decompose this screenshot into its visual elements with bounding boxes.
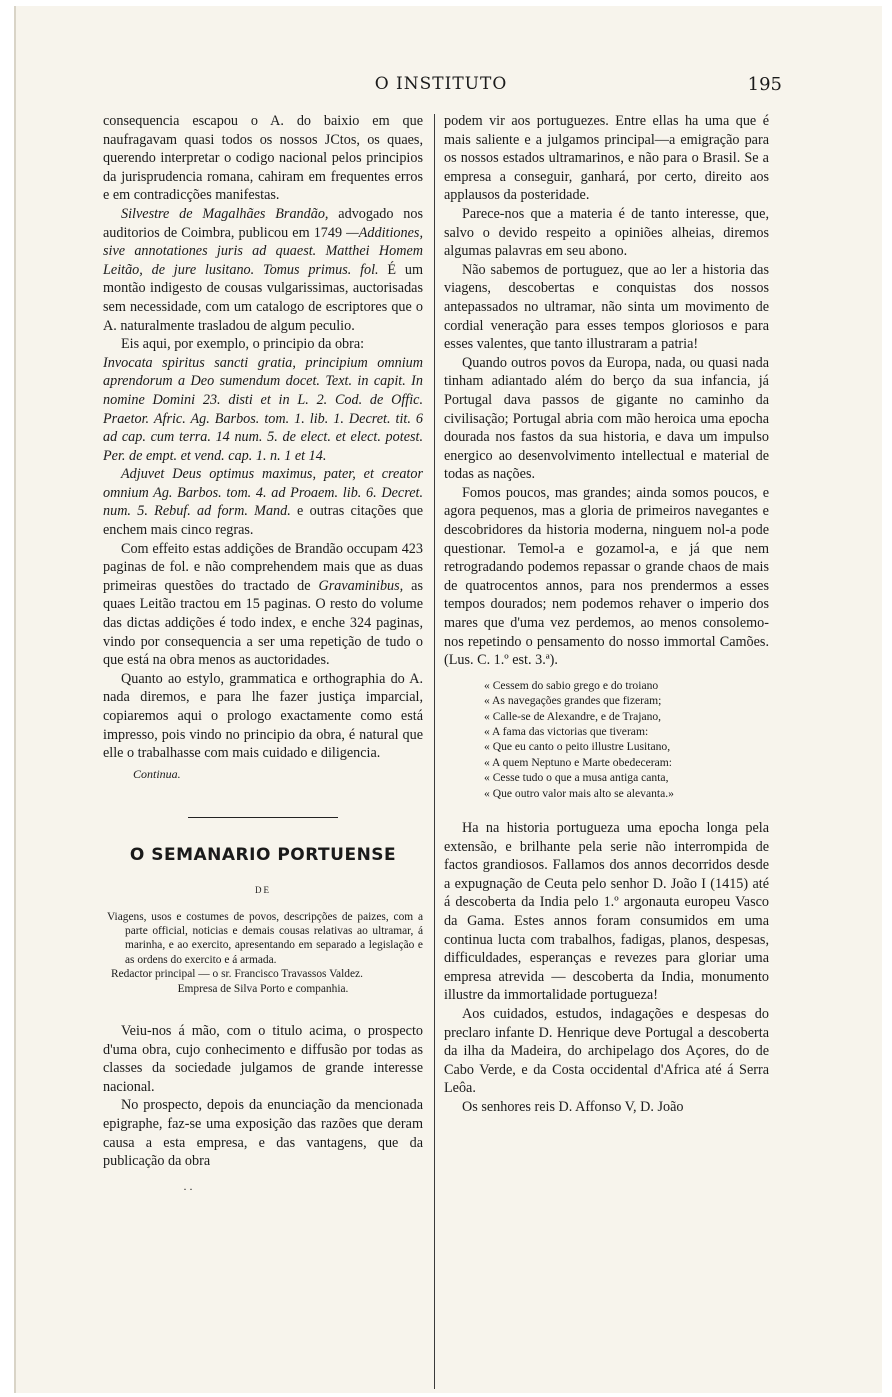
section-divider: [188, 817, 338, 818]
column-rule: [434, 114, 435, 1389]
text-run: É um montão indigesto de cousas vulgarissimas, auctorisadas sem necessidade, com um catalogo de escriptores que o A. naturalmente trasladou de algum peculio.: [103, 261, 423, 334]
latin-quote: Invocata spiritus sancti gratia, principium omnium aprendorum a Deo sumendum docet. Text. in capit. In nomine Domini 23. disti et in L. 2. Cod. de Offic. Praetor. Afric. Ag. Barbos. tom. 1. lib. 1. Decret. tit. 6 ad cap. cum terra. 14 num. 5. de elect. et elect. potest. Per. de empt. et vend. cap. 1. n. 1 et 14.: [103, 354, 423, 464]
poem-line: « Cessem do sabio grego e do troiano: [484, 678, 659, 692]
ellipsis-mark: . .: [183, 1178, 193, 1193]
poem-line: « As navegações grandes que fizeram;: [484, 694, 662, 708]
paragraph: [103, 465, 423, 539]
poem-quote: [484, 678, 769, 801]
poem-line: « Que outro valor mais alto se alevanta.»: [484, 786, 674, 800]
paragraph: podem vir aos portuguezes. Entre ellas ha uma que é mais saliente e a julgamos principal—a emigração para os nossos estados ultramarinos, e não para o Brasil. Se a empresa a conseguir, ganhará, por certo, direito aos applausos da posteridade.: [444, 113, 769, 204]
author-name: Silvestre de Magalhães Brandão,: [121, 205, 329, 222]
section-subtitle: DE: [255, 884, 271, 895]
paragraph: Parece-nos que a materia é de tanto interesse, que, salvo o devido respeito a opiniões alheias, diremos algumas palavras em seu abono.: [444, 205, 769, 260]
book-title: —Additiones, sive annotationes juris ad quaest. Matthei Homem Leitão, de jure lusitano. Tomus primus. fol.: [103, 224, 423, 278]
poem-line: « A fama das victorias que tiveram:: [484, 725, 649, 739]
page-sheet: [14, 6, 882, 1393]
paragraph: consequencia escapou o A. do baixio em que naufragavam quasi todos os nossos JCtos, os quaes, querendo interpretar o codigo nacional pelos principios da jurisprudencia romana, cahiram em frequentes erros e em contradicções manifestas.: [103, 113, 423, 204]
running-title: O INSTITUTO: [374, 74, 508, 94]
text-run: as quaes Leitão tractou em 15 paginas. O resto do volume das dictas addições é todo index, e enche 324 paginas, vindo por consequencia a ser uma repetição de tudo o que está na obra menos as auctoridades.: [103, 577, 423, 669]
text-run: e outras citações que enchem mais cinco regras.: [103, 503, 423, 539]
paragraph: [103, 205, 423, 335]
page-header: [100, 74, 782, 104]
latin-quote: Adjuvet Deus optimus maximus, pater, et creator omnium Ag. Barbos. tom. 4. ad Proaem. lib. 6. Decret. num. 5. Rebuf. ad form. Mand.: [103, 466, 423, 520]
paragraph: Quando outros povos da Europa, nada, ou quasi nada tinham adiantado além do berço da sua infancia, já Portugal dava passos de gigante no caminho da civilisação; Portugal abria com mão heroica uma epocha dourada nos fastos da sua historia, e dava um impulso energico ao desenvolvimento intellectual e material de todas as nações.: [444, 354, 769, 483]
publication-description: Viagens, usos e costumes de povos, descripções de paizes, com a parte official, noticias e demais cousas relativas ao ultramar, á marinha, e ao exercito, apresentando em separado a legislação e as ordens do exercito e á armada.: [107, 910, 423, 966]
poem-line: « Cesse tudo o que a musa antiga canta,: [484, 771, 669, 785]
section-title: O SEMANARIO PORTUENSE: [129, 845, 397, 866]
poem-line: « Calle-se de Alexandre, e de Trajano,: [484, 709, 662, 723]
text-run: advogado nos auditorios de Coimbra, publicou em 1749: [103, 205, 423, 241]
continua-note: Continua.: [133, 766, 181, 781]
poem-line: « A quem Neptuno e Marte obedeceram:: [484, 755, 673, 769]
left-column: [103, 112, 423, 1392]
redactor-line: Redactor principal — o sr. Francisco Travassos Valdez.: [111, 968, 363, 981]
paragraph: Não sabemos de portuguez, que ao ler a historia das viagens, descobertas e conquistas dos nossos antepassados no ultramar, não sinta um movimento de cordial veneração para esses tempos gloriosos e para esses valentes, que tanto illustraram a patria!: [444, 261, 769, 353]
text-run: Gravaminibus,: [318, 577, 404, 594]
paragraph: Eis aqui, por exemplo, o principio da obra:: [121, 336, 365, 353]
right-column: [444, 112, 769, 1392]
paragraph: Quanto ao estylo, grammatica e orthographia do A. nada diremos, e para lhe fazer justiça imparcial, copiaremos aqui o prologo exactamente como está impresso, pois vindo no principio da obra, é natural que elle o trabalhasse com mais cuidado e diligencia.: [103, 670, 423, 762]
page-number: 195: [747, 74, 782, 95]
paragraph: Veiu-nos á mão, com o titulo acima, o prospecto d'uma obra, cujo conhecimento e diffusão por todas as classes da sociedade julgamos de grande interesse nacional.: [103, 1023, 423, 1095]
paragraph: Aos cuidados, estudos, indagações e despesas do preclaro infante D. Henrique deve Portugal a descoberta da ilha da Madeira, do archipelago dos Açores, do de Cabo Verde, e da Costa occidental d'Africa até á Serra Leôa.: [444, 1006, 769, 1097]
paragraph: Os senhores reis D. Affonso V, D. João: [462, 1098, 684, 1115]
empresa-line: Empresa de Silva Porto e companhia.: [177, 982, 349, 995]
text-run: Com effeito estas addições de Brandão occupam 423 paginas de fol. e não comprehendem mais que as duas primeiras questões do tractado de: [103, 540, 423, 594]
paragraph: No prospecto, depois da enunciação da mencionada epigraphe, faz-se uma exposição das razões que deram causa a esta empresa, e das vantagens, que da publicação da obra: [103, 1097, 423, 1170]
paragraph: [103, 540, 423, 670]
paragraph: Fomos poucos, mas grandes; ainda somos poucos, e agora pequenos, mas a gloria de primeiros navegantes e descobridores da historia moderna, ninguem nol-a pode questionar. Temol-a e gozamol-a, e já que nem retrogradando podemos repassar o grande chaos de mais de quatrocentos annos, para nos prendermos a esses tempos dourados; nem podemos rehaver o imperio dos mares que d'uma vez perdemos, ao menos consolemo-nos repetindo o pensamento do nosso immortal Camões. (Lus. C. 1.º est. 3.ª).: [444, 484, 769, 669]
paragraph: Ha na historia portugueza uma epocha longa pela extensão, e brilhante pela serie não interrompida de factos grandiosos. Fallamos dos annos decorridos desde a expugnação de Ceuta pelo senhor D. João I (1415) até á descoberta da India pelo 1.º argonauta europeu Vasco da Gama. Estes annos foram consumidos em uma continua lucta com trabalhos, fadigas, planos, despesas, difficuldades, esperanças e revezes para gloriar uma empresa atrevida — descoberta da India, monumento illustre da immortalidade portugueza!: [444, 820, 769, 1004]
poem-line: « Que eu canto o peito illustre Lusitano,: [484, 740, 671, 754]
